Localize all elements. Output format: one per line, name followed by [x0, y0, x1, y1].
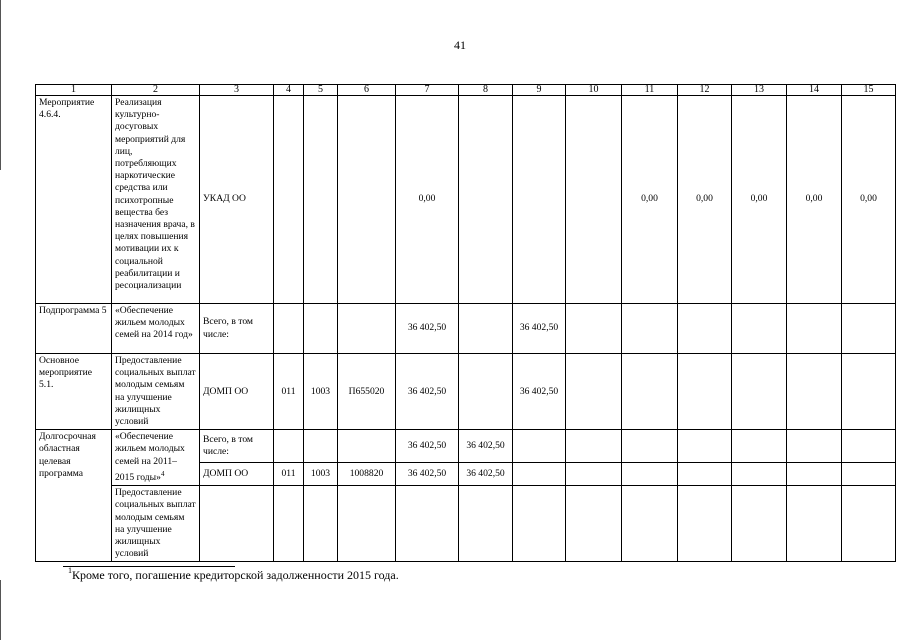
table-row [36, 96, 896, 304]
row-label: Основное мероприятие 5.1. [36, 354, 112, 430]
scan-edge-line [0, 0, 1, 170]
page-number: 41 [454, 38, 466, 52]
scan-edge-line [0, 580, 1, 640]
value-cell: 0,00 [787, 96, 842, 304]
header-cell: 9 [513, 85, 566, 96]
value-cell: 36 402,50 [396, 462, 459, 485]
header-cell: 7 [396, 85, 459, 96]
header-cell: 8 [459, 85, 513, 96]
budget-table [35, 84, 896, 562]
value-cell: 36 402,50 [459, 462, 513, 485]
code-cell: 011 [274, 462, 304, 485]
row-label: Подпрограмма 5 [36, 304, 112, 354]
value-cell: 0,00 [622, 96, 678, 304]
row-description [112, 430, 200, 486]
value-cell: 36 402,50 [513, 354, 566, 430]
header-row [36, 85, 896, 96]
header-cell: 14 [787, 85, 842, 96]
table-row [36, 486, 896, 562]
header-cell: 4 [274, 85, 304, 96]
value-cell: 36 402,50 [396, 354, 459, 430]
executor-cell: ДОМП ОО [200, 462, 274, 485]
row-description: Предоставление социальных выплат молодым семьям на улучшение жилищных условий [112, 354, 200, 430]
executor-cell: Всего, в том числе: [200, 430, 274, 463]
row-description-text: «Обеспечение жильем молодых семей на 2011–2015 годы» [115, 431, 185, 484]
header-cell: 12 [678, 85, 732, 96]
header-cell: 11 [622, 85, 678, 96]
header-cell: 2 [112, 85, 200, 96]
row-description: Предоставление социальных выплат молодым семьям на улучшение жилищных условий [112, 486, 200, 562]
value-cell: 0,00 [396, 96, 459, 304]
header-cell: 15 [842, 85, 896, 96]
value-cell: 0,00 [842, 96, 896, 304]
footnote-text: Кроме того, погашение кредиторской задолженности 2015 года. [72, 568, 399, 582]
executor-cell: ДОМП ОО [200, 354, 274, 430]
table-row [36, 304, 896, 354]
value-cell: 36 402,50 [396, 430, 459, 463]
row-label: Мероприятие 4.6.4. [36, 96, 112, 304]
header-cell: 3 [200, 85, 274, 96]
footnote [68, 567, 399, 583]
footnote-mark: 4 [160, 469, 165, 478]
value-cell: 0,00 [732, 96, 787, 304]
code-cell: 011 [274, 354, 304, 430]
value-cell: 36 402,50 [396, 304, 459, 354]
table-row [36, 354, 896, 430]
code-cell: 1008820 [338, 462, 396, 485]
header-cell: 13 [732, 85, 787, 96]
executor-cell: УКАД ОО [200, 96, 274, 304]
header-cell: 5 [304, 85, 338, 96]
code-cell: П655020 [338, 354, 396, 430]
value-cell: 36 402,50 [513, 304, 566, 354]
row-description: «Обеспечение жильем молодых семей на 2014 год» [112, 304, 200, 354]
code-cell: 1003 [304, 354, 338, 430]
header-cell: 6 [338, 85, 396, 96]
executor-cell: Всего, в том числе: [200, 304, 274, 354]
footnote-mark: 1 [68, 566, 72, 575]
header-cell: 1 [36, 85, 112, 96]
header-cell: 10 [566, 85, 622, 96]
table-row [36, 430, 896, 463]
row-description: Реализация культурно-досуговых мероприятий для лиц, потребляющих наркотические средства или психотропные вещества без назначения врача, в целях повышения мотивации их к социальной реабилитации и ресоциализации [112, 96, 200, 304]
code-cell: 1003 [304, 462, 338, 485]
row-label: Долгосрочная областная целевая программа [36, 430, 112, 562]
value-cell: 0,00 [678, 96, 732, 304]
value-cell: 36 402,50 [459, 430, 513, 463]
